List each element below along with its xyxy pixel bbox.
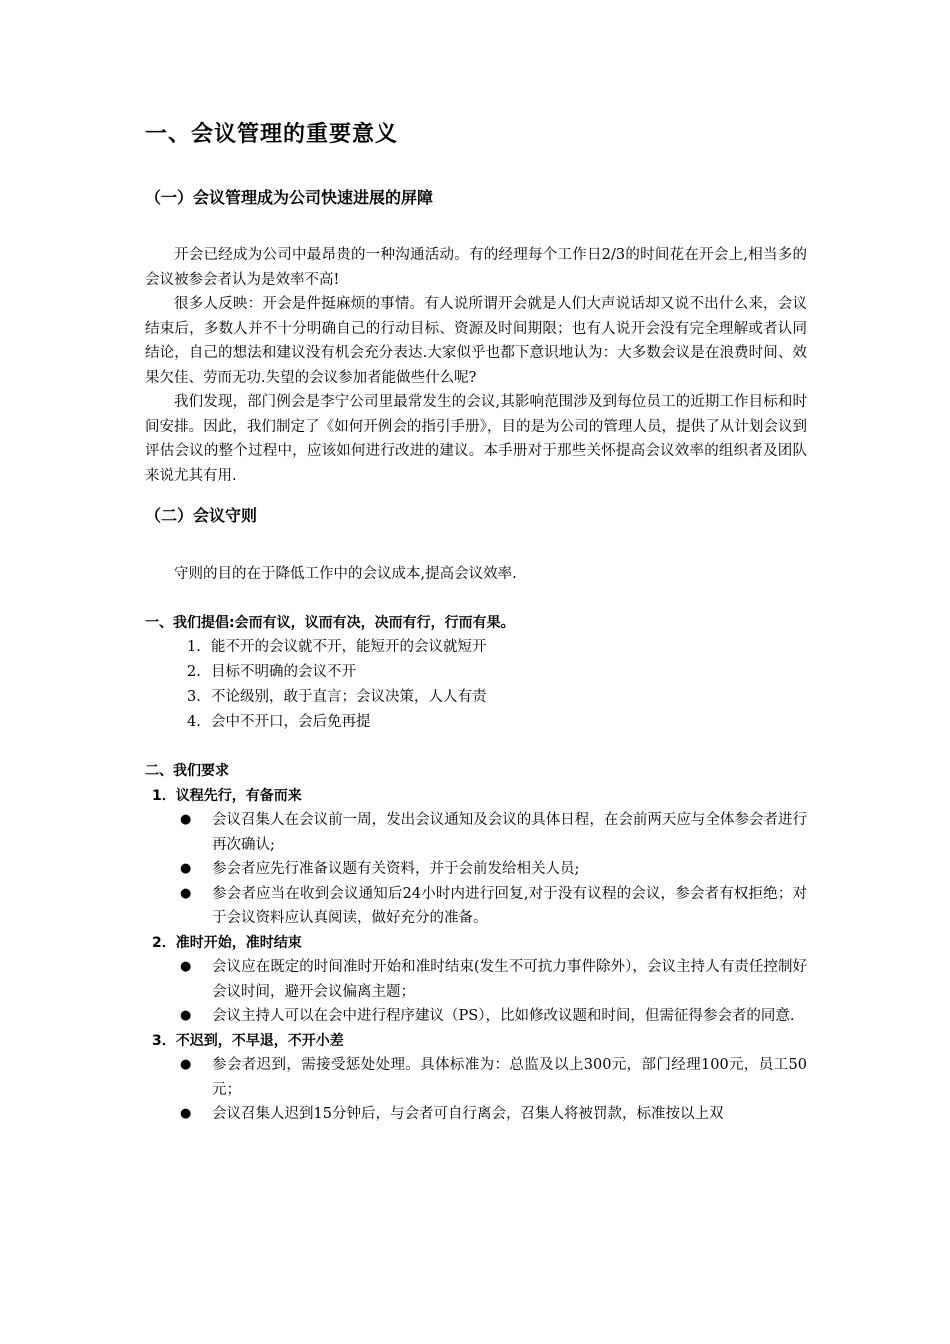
bullet-icon: ● <box>180 812 192 827</box>
bullet-icon: ● <box>180 1106 192 1121</box>
paragraph-2: 很多人反映：开会是件挺麻烦的事情。有人说所谓开会就是人们大声说话却又说不出什么来，会议结束后，多数人并不十分明确自己的行动目标、资源及时间期限；也有人说开会没有完全理解或者认同结论，自己的想法和建议没有机会充分表达.大家似乎也都下意识地认为：大多数会议是在浪费时间、效果欠佳、劳而无功.失望的会议参加者能做些什么呢? <box>145 296 807 386</box>
section-heading-2: （二）会议守则 <box>145 506 258 525</box>
bullet-list-1 <box>145 808 807 931</box>
document-page <box>145 118 807 1127</box>
list-item: 1. 能不开的会议就不开，能短开的会议就短开 <box>187 639 487 655</box>
rules-intro: 守则的目的在于降低工作中的会议成本,提高会议效率. <box>174 566 517 582</box>
bullet-icon: ● <box>180 885 192 901</box>
bullet-list-2 <box>145 955 807 1029</box>
bullet-icon: ● <box>180 861 192 876</box>
advocacy-list <box>145 635 807 735</box>
list-item: ● 会议召集人迟到15分钟后，与会者可自行离会，召集人将被罚款，标准按以上双 <box>212 1102 807 1127</box>
list-item: 4. 会中不开口，会后免再提 <box>187 714 371 730</box>
section-heading-1: （一）会议管理成为公司快速进展的屏障 <box>145 188 434 207</box>
bullet-list-3 <box>145 1053 807 1127</box>
paragraph-3: 我们发现，部门例会是李宁公司里最常发生的会议,其影响范围涉及到每位员工的近期工作目标和时间安排。因此，我们制定了《如何开例会的指引手册》，目的是为公司的管理人员，提供了从计划会议到评估会议的整个过程中，应该如何进行改进的建议。本手册对于那些关怀提高会议效率的组织者及团队来说尤其有用. <box>145 394 807 484</box>
list-item: ● 会议主持人可以在会中进行程序建议（PS），比如修改议题和时间，但需征得参会者的同意. <box>212 1004 807 1029</box>
group-heading-2: 2．准时开始，准时结束 <box>152 934 302 951</box>
list-item: 3. 不论级别，敢于直言；会议决策，人人有责 <box>187 689 487 705</box>
part2-heading: 二、我们要求 <box>145 763 229 779</box>
list-item: ● 参会者迟到，需接受惩处处理。具体标准为：总监及以上300元，部门经理100元，员工50元； <box>212 1053 807 1102</box>
group-heading-3: 3．不迟到，不早退，不开小差 <box>152 1032 344 1049</box>
part1-heading: 一、我们提倡:会而有议，议而有决，决而有行，行而有果。 <box>145 614 515 631</box>
list-item: 2. 目标不明确的会议不开 <box>187 664 356 680</box>
list-item: ● 参会者应当在收到会议通知后24小时内进行回复,对于没有议程的会议，参会者有权拒绝；对于会议资料应认真阅读，做好充分的准备。 <box>212 882 807 931</box>
list-item: ● 会议召集人在会议前一周，发出会议通知及会议的具体日程，在会前两天应与全体参会者进行再次确认; <box>212 808 807 857</box>
paragraph-1: 开会已经成为公司中最昂贵的一种沟通活动。有的经理每个工作日2/3的时间花在开会上,相当多的会议被参会者认为是效率不高! <box>145 247 807 288</box>
group-heading-1: 1．议程先行，有备而来 <box>152 787 302 804</box>
document-title: 一、会议管理的重要意义 <box>145 122 399 147</box>
bullet-icon: ● <box>180 959 192 974</box>
list-item: ● 会议应在既定的时间准时开始和准时结束(发生不可抗力事件除外），会议主持人有责任控制好会议时间，避开会议偏离主题； <box>212 955 807 1004</box>
list-item: ● 参会者应先行准备议题有关资料，并于会前发给相关人员; <box>212 857 807 882</box>
bullet-icon: ● <box>180 1057 192 1072</box>
bullet-icon: ● <box>180 1008 192 1023</box>
